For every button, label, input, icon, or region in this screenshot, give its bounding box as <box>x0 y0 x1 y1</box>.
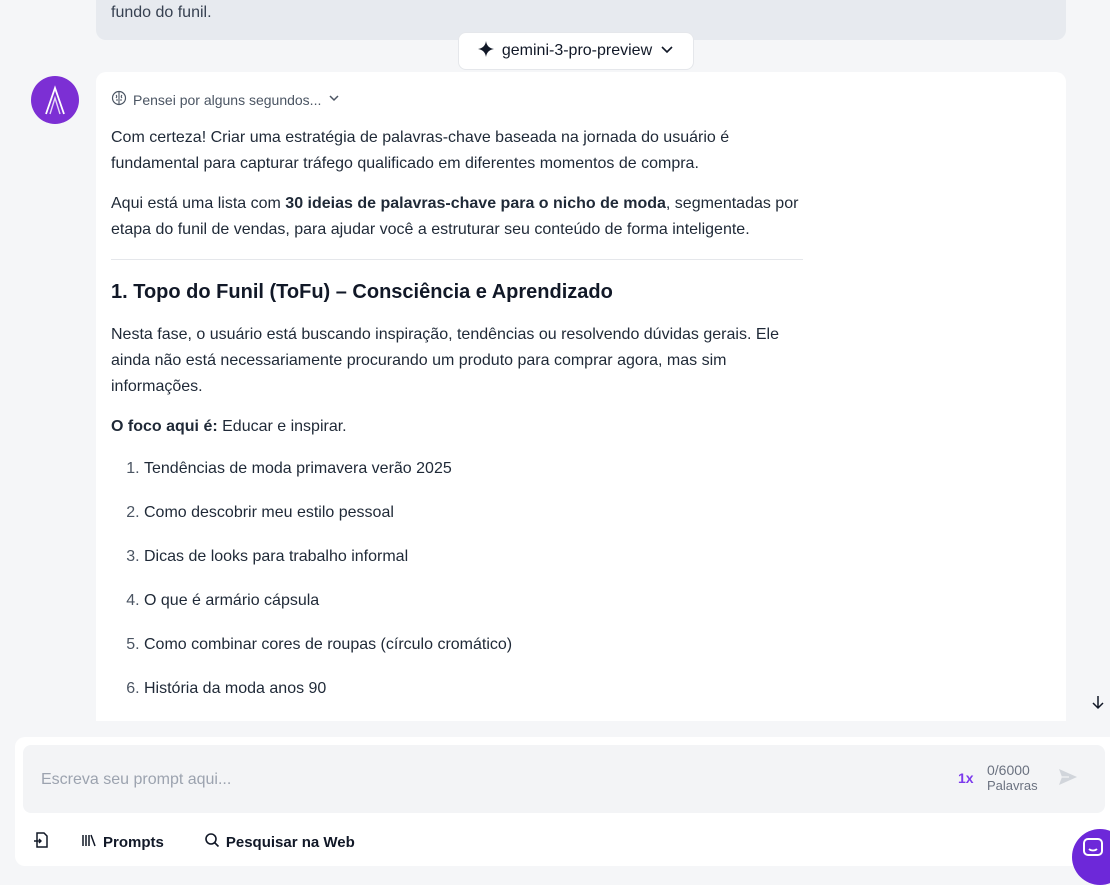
keyword-list <box>111 456 811 702</box>
section-heading: 1. Topo do Funil (ToFu) – Consciência e Aprendizado <box>111 281 613 303</box>
model-selector-label: gemini-3-pro-preview <box>501 42 653 59</box>
send-button[interactable] <box>1057 766 1081 790</box>
web-search-button[interactable] <box>204 832 355 852</box>
composer-toolbar <box>31 831 355 853</box>
message-content <box>111 125 811 702</box>
upload-file-button[interactable] <box>33 831 51 853</box>
prompt-input[interactable] <box>39 767 903 793</box>
chat-icon <box>1081 836 1105 865</box>
focus-line <box>111 414 811 440</box>
focus-label: O foco aqui é: <box>111 418 218 435</box>
list-item: 4. O que é armário cápsula <box>144 588 811 614</box>
list-item: 2. Como descobrir meu estilo pessoal <box>144 500 811 526</box>
list-item: 5. Como combinar cores de roupas (círculo cromático) <box>144 632 811 658</box>
intro-highlight: 30 ideias de palavras-chave para o nicho de moda <box>285 195 666 212</box>
scroll-to-bottom-button[interactable] <box>1086 692 1110 716</box>
web-search-label: Pesquisar na Web <box>225 833 355 851</box>
list-item: 6. História da moda anos 90 <box>144 676 811 702</box>
prompts-button[interactable] <box>81 832 164 852</box>
chevron-down-icon <box>327 91 341 108</box>
composer <box>15 737 1110 866</box>
thinking-toggle[interactable] <box>111 90 341 109</box>
divider <box>111 259 803 260</box>
word-count-label: Palavras <box>987 778 1038 793</box>
send-icon <box>1057 775 1079 792</box>
thinking-label: Pensei por alguns segundos... <box>133 91 322 108</box>
assistant-message <box>96 72 1066 721</box>
chevron-down-icon <box>660 42 674 61</box>
prompts-label: Prompts <box>103 833 164 851</box>
prompt-box <box>23 745 1105 813</box>
model-selector[interactable] <box>458 32 694 70</box>
upload-file-icon <box>33 831 51 853</box>
intro-paragraph-2 <box>111 191 811 243</box>
previous-message-text: fundo do funil. <box>111 4 212 21</box>
intro-paragraph-1: Com certeza! Criar uma estratégia de palavras-chave baseada na jornada do usuário é fundamental para capturar tráfego qualificado em diferentes momentos de compra. <box>111 129 730 172</box>
section-description: Nesta fase, o usuário está buscando inspiração, tendências ou resolvendo dúvidas gerais. Ele ainda não está necessariamente procurando um produto para comprar agora, mas sim informações. <box>111 326 779 395</box>
word-count: 0/6000 <box>987 762 1030 778</box>
assistant-logo-icon <box>31 76 79 124</box>
intro-text-end: , segmentadas por etapa do funil de vendas, para ajudar você a estruturar seu conteúdo de forma inteligente. <box>111 195 799 238</box>
intro-text-start: Aqui está uma lista com <box>111 195 286 212</box>
arrow-down-icon <box>1090 694 1106 715</box>
word-counter <box>987 762 1038 794</box>
list-item: 1. Tendências de moda primavera verão 2025 <box>144 456 811 482</box>
focus-text: Educar e inspirar. <box>217 418 347 435</box>
assistant-avatar <box>31 76 79 124</box>
sparkle-icon <box>478 41 494 62</box>
speed-toggle[interactable]: 1x <box>958 770 974 786</box>
search-icon <box>204 832 220 852</box>
library-icon <box>81 832 97 852</box>
list-item: 3. Dicas de looks para trabalho informal <box>144 544 811 570</box>
brain-icon <box>111 90 127 109</box>
